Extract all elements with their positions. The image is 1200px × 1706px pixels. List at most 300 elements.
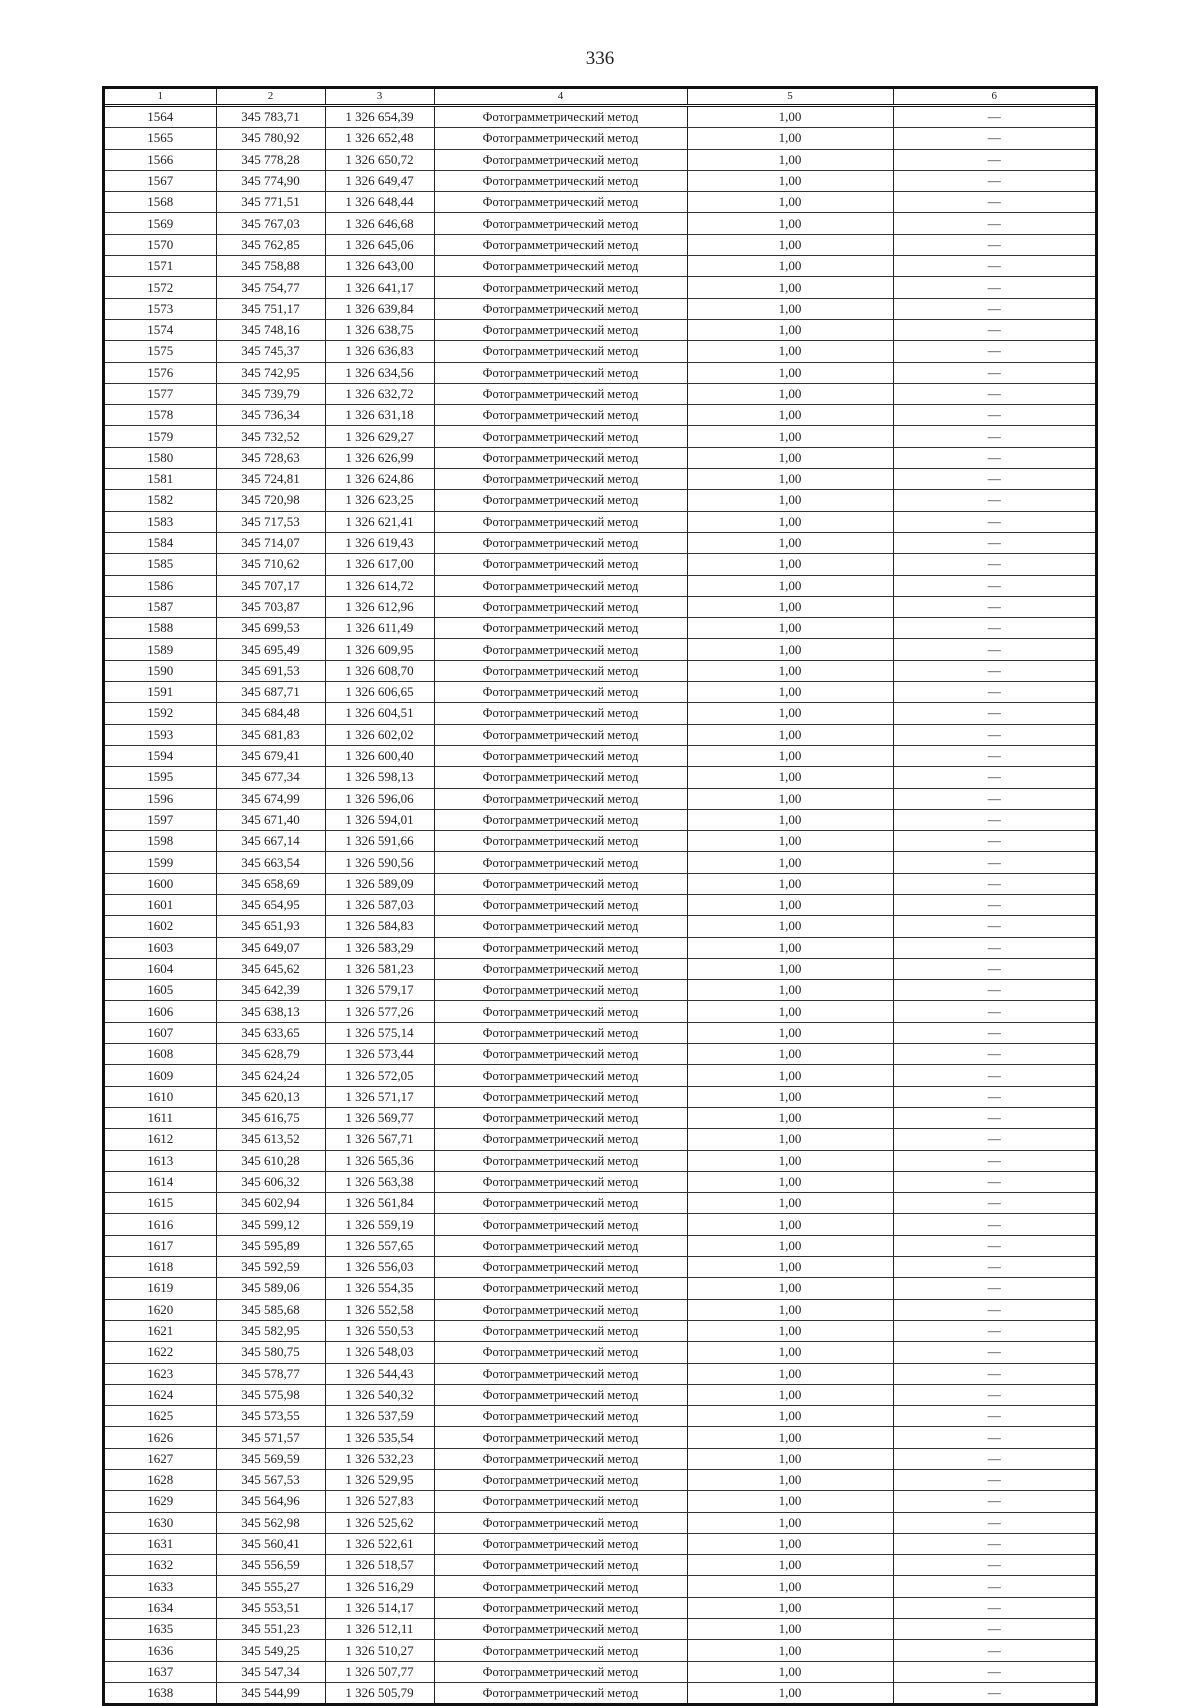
cell-coordinate-y: 1 326 583,29 [325, 937, 434, 958]
cell-coordinate-y: 1 326 591,66 [325, 831, 434, 852]
cell-method: Фотограмметрический метод [434, 277, 687, 298]
cell-point-number: 1624 [105, 1384, 216, 1405]
cell-point-number: 1572 [105, 277, 216, 298]
cell-method: Фотограмметрический метод [434, 1363, 687, 1384]
cell-coordinate-x: 345 663,54 [216, 852, 325, 873]
cell-coordinate-x: 345 602,94 [216, 1193, 325, 1214]
cell-accuracy: 1,00 [687, 1001, 893, 1022]
cell-point-number: 1579 [105, 426, 216, 447]
cell-point-number: 1627 [105, 1448, 216, 1469]
cell-note: — [893, 341, 1095, 362]
cell-note: — [893, 256, 1095, 277]
table-row [105, 916, 1095, 937]
cell-coordinate-x: 345 774,90 [216, 170, 325, 191]
table-row [105, 341, 1095, 362]
cell-coordinate-x: 345 767,03 [216, 213, 325, 234]
cell-coordinate-y: 1 326 621,41 [325, 511, 434, 532]
cell-point-number: 1573 [105, 298, 216, 319]
table-row [105, 1086, 1095, 1107]
cell-accuracy: 1,00 [687, 192, 893, 213]
cell-note: — [893, 639, 1095, 660]
cell-coordinate-x: 345 649,07 [216, 937, 325, 958]
cell-coordinate-y: 1 326 629,27 [325, 426, 434, 447]
cell-note: — [893, 426, 1095, 447]
cell-point-number: 1609 [105, 1065, 216, 1086]
cell-point-number: 1622 [105, 1342, 216, 1363]
cell-coordinate-x: 345 633,65 [216, 1022, 325, 1043]
cell-note: — [893, 532, 1095, 553]
cell-coordinate-y: 1 326 514,17 [325, 1597, 434, 1618]
cell-accuracy: 1,00 [687, 277, 893, 298]
table-row [105, 767, 1095, 788]
cell-accuracy: 1,00 [687, 980, 893, 1001]
cell-coordinate-y: 1 326 567,71 [325, 1129, 434, 1150]
cell-accuracy: 1,00 [687, 405, 893, 426]
table-row [105, 575, 1095, 596]
table-row [105, 426, 1095, 447]
cell-method: Фотограмметрический метод [434, 1257, 687, 1278]
cell-coordinate-x: 345 742,95 [216, 362, 325, 383]
cell-coordinate-x: 345 754,77 [216, 277, 325, 298]
cell-coordinate-x: 345 771,51 [216, 192, 325, 213]
page-number: 336 [585, 48, 615, 69]
cell-note: — [893, 894, 1095, 915]
cell-accuracy: 1,00 [687, 554, 893, 575]
cell-accuracy: 1,00 [687, 1640, 893, 1661]
cell-note: — [893, 745, 1095, 766]
table-row [105, 1406, 1095, 1427]
cell-accuracy: 1,00 [687, 1086, 893, 1107]
cell-method: Фотограмметрический метод [434, 298, 687, 319]
cell-method: Фотограмметрический метод [434, 873, 687, 894]
cell-method: Фотограмметрический метод [434, 916, 687, 937]
cell-method: Фотограмметрический метод [434, 958, 687, 979]
table-row [105, 937, 1095, 958]
cell-point-number: 1634 [105, 1597, 216, 1618]
cell-method: Фотограмметрический метод [434, 788, 687, 809]
cell-accuracy: 1,00 [687, 1278, 893, 1299]
cell-coordinate-x: 345 732,52 [216, 426, 325, 447]
table-row [105, 1235, 1095, 1256]
cell-accuracy: 1,00 [687, 1470, 893, 1491]
cell-note: — [893, 1384, 1095, 1405]
cell-point-number: 1623 [105, 1363, 216, 1384]
cell-accuracy: 1,00 [687, 1661, 893, 1682]
cell-coordinate-x: 345 762,85 [216, 234, 325, 255]
cell-note: — [893, 1512, 1095, 1533]
table-row [105, 1044, 1095, 1065]
cell-coordinate-x: 345 720,98 [216, 490, 325, 511]
cell-coordinate-y: 1 326 529,95 [325, 1470, 434, 1491]
cell-note: — [893, 1107, 1095, 1128]
cell-coordinate-x: 345 703,87 [216, 596, 325, 617]
cell-coordinate-y: 1 326 606,65 [325, 682, 434, 703]
cell-note: — [893, 980, 1095, 1001]
cell-point-number: 1611 [105, 1107, 216, 1128]
table-row [105, 149, 1095, 170]
cell-accuracy: 1,00 [687, 1235, 893, 1256]
cell-method: Фотограмметрический метод [434, 426, 687, 447]
cell-note: — [893, 1278, 1095, 1299]
cell-coordinate-x: 345 580,75 [216, 1342, 325, 1363]
cell-point-number: 1625 [105, 1406, 216, 1427]
cell-method: Фотограмметрический метод [434, 1171, 687, 1192]
cell-note: — [893, 554, 1095, 575]
cell-point-number: 1593 [105, 724, 216, 745]
cell-method: Фотограмметрический метод [434, 1086, 687, 1107]
cell-coordinate-x: 345 628,79 [216, 1044, 325, 1065]
table-row [105, 1342, 1095, 1363]
table-row [105, 277, 1095, 298]
table-row [105, 1661, 1095, 1682]
cell-accuracy: 1,00 [687, 213, 893, 234]
table-row [105, 1491, 1095, 1512]
cell-method: Фотограмметрический метод [434, 1278, 687, 1299]
cell-method: Фотограмметрический метод [434, 383, 687, 404]
cell-method: Фотограмметрический метод [434, 106, 687, 128]
cell-note: — [893, 1086, 1095, 1107]
cell-coordinate-x: 345 569,59 [216, 1448, 325, 1469]
cell-point-number: 1635 [105, 1619, 216, 1640]
cell-coordinate-y: 1 326 602,02 [325, 724, 434, 745]
cell-method: Фотограмметрический метод [434, 1022, 687, 1043]
cell-accuracy: 1,00 [687, 319, 893, 340]
cell-coordinate-y: 1 326 565,36 [325, 1150, 434, 1171]
cell-point-number: 1618 [105, 1257, 216, 1278]
cell-coordinate-x: 345 684,48 [216, 703, 325, 724]
column-header-6: 6 [893, 89, 1095, 106]
cell-accuracy: 1,00 [687, 809, 893, 830]
cell-point-number: 1630 [105, 1512, 216, 1533]
column-header-4: 4 [434, 89, 687, 106]
cell-accuracy: 1,00 [687, 894, 893, 915]
cell-accuracy: 1,00 [687, 1150, 893, 1171]
table-row [105, 1001, 1095, 1022]
cell-coordinate-y: 1 326 572,05 [325, 1065, 434, 1086]
table-row [105, 362, 1095, 383]
cell-coordinate-y: 1 326 575,14 [325, 1022, 434, 1043]
cell-coordinate-x: 345 573,55 [216, 1406, 325, 1427]
cell-method: Фотограмметрический метод [434, 149, 687, 170]
cell-accuracy: 1,00 [687, 1682, 893, 1703]
cell-accuracy: 1,00 [687, 256, 893, 277]
cell-accuracy: 1,00 [687, 788, 893, 809]
cell-method: Фотограмметрический метод [434, 532, 687, 553]
table-row [105, 639, 1095, 660]
cell-coordinate-y: 1 326 537,59 [325, 1406, 434, 1427]
cell-coordinate-x: 345 547,34 [216, 1661, 325, 1682]
cell-note: — [893, 192, 1095, 213]
cell-coordinate-x: 345 681,83 [216, 724, 325, 745]
cell-method: Фотограмметрический метод [434, 1214, 687, 1235]
cell-note: — [893, 1257, 1095, 1278]
cell-point-number: 1574 [105, 319, 216, 340]
cell-note: — [893, 831, 1095, 852]
cell-coordinate-x: 345 671,40 [216, 809, 325, 830]
cell-coordinate-y: 1 326 548,03 [325, 1342, 434, 1363]
cell-method: Фотограмметрический метод [434, 1235, 687, 1256]
cell-method: Фотограмметрический метод [434, 192, 687, 213]
cell-coordinate-y: 1 326 645,06 [325, 234, 434, 255]
cell-method: Фотограмметрический метод [434, 1427, 687, 1448]
cell-note: — [893, 298, 1095, 319]
cell-point-number: 1638 [105, 1682, 216, 1703]
cell-accuracy: 1,00 [687, 1555, 893, 1576]
cell-coordinate-y: 1 326 596,06 [325, 788, 434, 809]
cell-note: — [893, 319, 1095, 340]
cell-point-number: 1584 [105, 532, 216, 553]
cell-accuracy: 1,00 [687, 575, 893, 596]
cell-coordinate-y: 1 326 614,72 [325, 575, 434, 596]
cell-coordinate-y: 1 326 608,70 [325, 660, 434, 681]
cell-note: — [893, 1619, 1095, 1640]
cell-coordinate-x: 345 674,99 [216, 788, 325, 809]
cell-coordinate-y: 1 326 561,84 [325, 1193, 434, 1214]
table-row [105, 958, 1095, 979]
cell-accuracy: 1,00 [687, 1299, 893, 1320]
cell-coordinate-x: 345 745,37 [216, 341, 325, 362]
cell-coordinate-x: 345 748,16 [216, 319, 325, 340]
cell-method: Фотограмметрический метод [434, 1150, 687, 1171]
cell-accuracy: 1,00 [687, 341, 893, 362]
cell-coordinate-x: 345 739,79 [216, 383, 325, 404]
cell-point-number: 1585 [105, 554, 216, 575]
cell-coordinate-y: 1 326 609,95 [325, 639, 434, 660]
cell-accuracy: 1,00 [687, 682, 893, 703]
cell-note: — [893, 1406, 1095, 1427]
cell-method: Фотограмметрический метод [434, 1129, 687, 1150]
cell-accuracy: 1,00 [687, 106, 893, 128]
cell-accuracy: 1,00 [687, 1022, 893, 1043]
table-row [105, 1640, 1095, 1661]
cell-method: Фотограмметрический метод [434, 213, 687, 234]
cell-accuracy: 1,00 [687, 660, 893, 681]
cell-point-number: 1612 [105, 1129, 216, 1150]
cell-method: Фотограмметрический метод [434, 745, 687, 766]
table-row [105, 1257, 1095, 1278]
cell-method: Фотограмметрический метод [434, 596, 687, 617]
cell-point-number: 1577 [105, 383, 216, 404]
cell-note: — [893, 703, 1095, 724]
cell-note: — [893, 682, 1095, 703]
cell-note: — [893, 724, 1095, 745]
cell-note: — [893, 1555, 1095, 1576]
cell-note: — [893, 106, 1095, 128]
cell-note: — [893, 383, 1095, 404]
cell-coordinate-x: 345 589,06 [216, 1278, 325, 1299]
cell-coordinate-y: 1 326 589,09 [325, 873, 434, 894]
cell-coordinate-y: 1 326 624,86 [325, 469, 434, 490]
cell-accuracy: 1,00 [687, 362, 893, 383]
table-body [105, 106, 1095, 1704]
cell-coordinate-x: 345 599,12 [216, 1214, 325, 1235]
cell-coordinate-x: 345 736,34 [216, 405, 325, 426]
cell-method: Фотограмметрический метод [434, 618, 687, 639]
cell-method: Фотограмметрический метод [434, 809, 687, 830]
cell-point-number: 1590 [105, 660, 216, 681]
cell-method: Фотограмметрический метод [434, 234, 687, 255]
table-row [105, 532, 1095, 553]
cell-coordinate-y: 1 326 584,83 [325, 916, 434, 937]
cell-method: Фотограмметрический метод [434, 980, 687, 1001]
cell-point-number: 1607 [105, 1022, 216, 1043]
table-row [105, 1214, 1095, 1235]
table-row [105, 1022, 1095, 1043]
table-row [105, 1470, 1095, 1491]
cell-method: Фотограмметрический метод [434, 724, 687, 745]
cell-method: Фотограмметрический метод [434, 1533, 687, 1554]
table-row [105, 234, 1095, 255]
cell-coordinate-y: 1 326 604,51 [325, 703, 434, 724]
cell-coordinate-y: 1 326 617,00 [325, 554, 434, 575]
cell-point-number: 1605 [105, 980, 216, 1001]
cell-note: — [893, 852, 1095, 873]
cell-coordinate-y: 1 326 507,77 [325, 1661, 434, 1682]
cell-coordinate-x: 345 560,41 [216, 1533, 325, 1554]
cell-coordinate-y: 1 326 598,13 [325, 767, 434, 788]
cell-coordinate-x: 345 544,99 [216, 1682, 325, 1703]
cell-accuracy: 1,00 [687, 490, 893, 511]
cell-coordinate-y: 1 326 532,23 [325, 1448, 434, 1469]
table-row [105, 1150, 1095, 1171]
cell-coordinate-x: 345 679,41 [216, 745, 325, 766]
cell-accuracy: 1,00 [687, 234, 893, 255]
cell-accuracy: 1,00 [687, 1576, 893, 1597]
cell-note: — [893, 1320, 1095, 1341]
cell-coordinate-y: 1 326 550,53 [325, 1320, 434, 1341]
cell-coordinate-y: 1 326 650,72 [325, 149, 434, 170]
cell-point-number: 1575 [105, 341, 216, 362]
cell-accuracy: 1,00 [687, 1193, 893, 1214]
cell-coordinate-x: 345 667,14 [216, 831, 325, 852]
cell-method: Фотограмметрический метод [434, 852, 687, 873]
cell-accuracy: 1,00 [687, 1320, 893, 1341]
cell-point-number: 1582 [105, 490, 216, 511]
cell-coordinate-y: 1 326 527,83 [325, 1491, 434, 1512]
table-row [105, 1320, 1095, 1341]
table-row [105, 213, 1095, 234]
table-row [105, 1427, 1095, 1448]
cell-coordinate-x: 345 613,52 [216, 1129, 325, 1150]
cell-coordinate-x: 345 710,62 [216, 554, 325, 575]
cell-method: Фотограмметрический метод [434, 1065, 687, 1086]
cell-accuracy: 1,00 [687, 1342, 893, 1363]
table-row [105, 1619, 1095, 1640]
table-row [105, 1533, 1095, 1554]
cell-note: — [893, 916, 1095, 937]
cell-note: — [893, 1682, 1095, 1703]
cell-point-number: 1594 [105, 745, 216, 766]
table-row [105, 1448, 1095, 1469]
cell-coordinate-y: 1 326 611,49 [325, 618, 434, 639]
cell-method: Фотограмметрический метод [434, 1576, 687, 1597]
cell-note: — [893, 958, 1095, 979]
cell-method: Фотограмметрический метод [434, 1320, 687, 1341]
cell-method: Фотограмметрический метод [434, 1619, 687, 1640]
cell-accuracy: 1,00 [687, 1214, 893, 1235]
table-row [105, 1278, 1095, 1299]
cell-accuracy: 1,00 [687, 1171, 893, 1192]
cell-point-number: 1615 [105, 1193, 216, 1214]
cell-coordinate-x: 345 610,28 [216, 1150, 325, 1171]
cell-coordinate-x: 345 595,89 [216, 1235, 325, 1256]
cell-coordinate-y: 1 326 556,03 [325, 1257, 434, 1278]
cell-accuracy: 1,00 [687, 511, 893, 532]
cell-method: Фотограмметрический метод [434, 469, 687, 490]
cell-note: — [893, 1640, 1095, 1661]
cell-method: Фотограмметрический метод [434, 894, 687, 915]
cell-coordinate-x: 345 556,59 [216, 1555, 325, 1576]
cell-method: Фотограмметрический метод [434, 831, 687, 852]
table-row [105, 1299, 1095, 1320]
cell-note: — [893, 213, 1095, 234]
cell-accuracy: 1,00 [687, 1448, 893, 1469]
table-row [105, 256, 1095, 277]
cell-coordinate-x: 345 592,59 [216, 1257, 325, 1278]
cell-method: Фотограмметрический метод [434, 767, 687, 788]
cell-method: Фотограмметрический метод [434, 1384, 687, 1405]
cell-coordinate-x: 345 677,34 [216, 767, 325, 788]
cell-coordinate-x: 345 714,07 [216, 532, 325, 553]
cell-method: Фотограмметрический метод [434, 1555, 687, 1576]
cell-coordinate-y: 1 326 643,00 [325, 256, 434, 277]
cell-coordinate-y: 1 326 636,83 [325, 341, 434, 362]
cell-note: — [893, 1214, 1095, 1235]
cell-method: Фотограмметрический метод [434, 405, 687, 426]
cell-point-number: 1598 [105, 831, 216, 852]
cell-method: Фотограмметрический метод [434, 660, 687, 681]
cell-coordinate-y: 1 326 522,61 [325, 1533, 434, 1554]
cell-coordinate-y: 1 326 634,56 [325, 362, 434, 383]
cell-coordinate-y: 1 326 544,43 [325, 1363, 434, 1384]
cell-coordinate-y: 1 326 512,11 [325, 1619, 434, 1640]
cell-accuracy: 1,00 [687, 1129, 893, 1150]
table-row [105, 1171, 1095, 1192]
coordinates-table-frame [102, 86, 1098, 1706]
table-row [105, 980, 1095, 1001]
cell-point-number: 1599 [105, 852, 216, 873]
cell-coordinate-y: 1 326 587,03 [325, 894, 434, 915]
table-row [105, 809, 1095, 830]
table-row [105, 447, 1095, 468]
cell-note: — [893, 1299, 1095, 1320]
cell-note: — [893, 809, 1095, 830]
cell-point-number: 1589 [105, 639, 216, 660]
cell-coordinate-y: 1 326 649,47 [325, 170, 434, 191]
table-row [105, 682, 1095, 703]
cell-note: — [893, 469, 1095, 490]
cell-note: — [893, 1001, 1095, 1022]
cell-point-number: 1581 [105, 469, 216, 490]
cell-coordinate-x: 345 585,68 [216, 1299, 325, 1320]
cell-note: — [893, 618, 1095, 639]
cell-coordinate-x: 345 564,96 [216, 1491, 325, 1512]
cell-point-number: 1613 [105, 1150, 216, 1171]
cell-point-number: 1606 [105, 1001, 216, 1022]
cell-point-number: 1578 [105, 405, 216, 426]
cell-coordinate-x: 345 562,98 [216, 1512, 325, 1533]
cell-note: — [893, 234, 1095, 255]
cell-point-number: 1567 [105, 170, 216, 191]
table-row [105, 298, 1095, 319]
cell-point-number: 1617 [105, 1235, 216, 1256]
cell-coordinate-x: 345 780,92 [216, 128, 325, 149]
cell-coordinate-x: 345 651,93 [216, 916, 325, 937]
cell-coordinate-y: 1 326 631,18 [325, 405, 434, 426]
cell-note: — [893, 405, 1095, 426]
table-row [105, 1682, 1095, 1703]
cell-method: Фотограмметрический метод [434, 1661, 687, 1682]
